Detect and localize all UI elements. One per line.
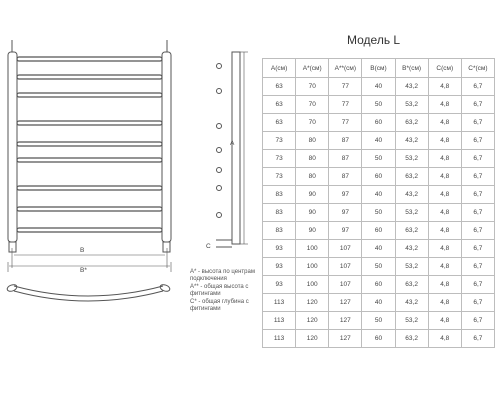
table-cell: 107 xyxy=(329,258,362,276)
right-fitting xyxy=(163,242,170,252)
rungs xyxy=(17,57,162,232)
spec-table xyxy=(262,58,495,348)
table-cell: 40 xyxy=(362,132,395,150)
table-cell: 43,2 xyxy=(395,186,428,204)
table-cell: 127 xyxy=(329,330,362,348)
header-cell: A*(см) xyxy=(296,59,329,78)
table-cell: 73 xyxy=(263,168,296,186)
table-cell: 113 xyxy=(263,294,296,312)
table-cell: 6,7 xyxy=(461,114,494,132)
note-a-star-star: А** - общая высота с фитингами xyxy=(190,284,249,297)
table-cell: 63 xyxy=(263,96,296,114)
table-cell: 50 xyxy=(362,204,395,222)
dimension-b-star-label: B* xyxy=(80,267,87,274)
left-fitting xyxy=(9,242,16,252)
table-cell: 120 xyxy=(296,312,329,330)
side-view xyxy=(216,52,248,247)
table-cell: 80 xyxy=(296,150,329,168)
table-cell: 60 xyxy=(362,222,395,240)
table-cell: 70 xyxy=(296,78,329,96)
table-cell: 6,7 xyxy=(461,240,494,258)
table-cell: 4,8 xyxy=(428,114,461,132)
table-cell: 97 xyxy=(329,222,362,240)
table-cell: 60 xyxy=(362,330,395,348)
table-cell: 6,7 xyxy=(461,96,494,114)
table-row xyxy=(263,114,495,132)
table-row xyxy=(263,312,495,330)
header-cell: C(см) xyxy=(428,59,461,78)
header-cell: A(см) xyxy=(263,59,296,78)
table-row xyxy=(263,132,495,150)
table-cell: 6,7 xyxy=(461,204,494,222)
table-cell: 93 xyxy=(263,240,296,258)
table-cell: 70 xyxy=(296,96,329,114)
table-row xyxy=(263,276,495,294)
table-cell: 4,8 xyxy=(428,294,461,312)
table-cell: 4,8 xyxy=(428,330,461,348)
table-cell: 4,8 xyxy=(428,258,461,276)
table-row xyxy=(263,222,495,240)
table-cell: 4,8 xyxy=(428,222,461,240)
table-cell: 60 xyxy=(362,168,395,186)
table-cell: 50 xyxy=(362,96,395,114)
front-view xyxy=(8,40,171,272)
table-cell: 87 xyxy=(329,168,362,186)
table-cell: 83 xyxy=(263,222,296,240)
table-row xyxy=(263,258,495,276)
table-cell: 40 xyxy=(362,186,395,204)
table-row xyxy=(263,168,495,186)
table-cell: 53,2 xyxy=(395,312,428,330)
table-cell: 63 xyxy=(263,114,296,132)
table-cell: 6,7 xyxy=(461,258,494,276)
table-cell: 107 xyxy=(329,240,362,258)
table-cell: 120 xyxy=(296,330,329,348)
table-cell: 50 xyxy=(362,258,395,276)
table-cell: 63 xyxy=(263,78,296,96)
header-cell: B(см) xyxy=(362,59,395,78)
table-row xyxy=(263,240,495,258)
table-row xyxy=(263,294,495,312)
table-cell: 127 xyxy=(329,312,362,330)
spec-table-body xyxy=(263,78,495,348)
dimension-a-label: A xyxy=(230,140,235,147)
table-cell: 53,2 xyxy=(395,258,428,276)
table-row xyxy=(263,96,495,114)
table-cell: 60 xyxy=(362,114,395,132)
table-cell: 87 xyxy=(329,132,362,150)
table-cell: 4,8 xyxy=(428,78,461,96)
table-cell: 43,2 xyxy=(395,240,428,258)
dimension-b xyxy=(8,248,171,272)
model-title: Модель L xyxy=(347,33,401,47)
table-cell: 50 xyxy=(362,312,395,330)
table-cell: 60 xyxy=(362,276,395,294)
table-cell: 6,7 xyxy=(461,312,494,330)
table-cell: 73 xyxy=(263,132,296,150)
table-cell: 4,8 xyxy=(428,276,461,294)
right-post xyxy=(162,52,171,242)
table-cell: 43,2 xyxy=(395,132,428,150)
table-row xyxy=(263,186,495,204)
table-cell: 80 xyxy=(296,132,329,150)
table-cell: 80 xyxy=(296,168,329,186)
table-cell: 63,2 xyxy=(395,168,428,186)
table-cell: 97 xyxy=(329,186,362,204)
dimension-b-label: B xyxy=(80,247,85,254)
table-cell: 4,8 xyxy=(428,150,461,168)
table-cell: 107 xyxy=(329,276,362,294)
table-cell: 77 xyxy=(329,78,362,96)
spec-table-header-row xyxy=(263,59,495,78)
table-cell: 6,7 xyxy=(461,276,494,294)
table-cell: 6,7 xyxy=(461,186,494,204)
table-cell: 43,2 xyxy=(395,294,428,312)
header-cell: A**(см) xyxy=(329,59,362,78)
table-cell: 83 xyxy=(263,204,296,222)
table-cell: 43,2 xyxy=(395,78,428,96)
table-cell: 50 xyxy=(362,150,395,168)
table-cell: 93 xyxy=(263,276,296,294)
table-cell: 4,8 xyxy=(428,168,461,186)
table-cell: 63,2 xyxy=(395,276,428,294)
table-cell: 113 xyxy=(263,312,296,330)
table-cell: 70 xyxy=(296,114,329,132)
table-cell: 4,8 xyxy=(428,96,461,114)
table-cell: 73 xyxy=(263,150,296,168)
table-cell: 4,8 xyxy=(428,240,461,258)
table-cell: 40 xyxy=(362,78,395,96)
note-c-star: С* - общая глубина с фитингами xyxy=(190,299,249,312)
table-cell: 4,8 xyxy=(428,132,461,150)
table-row xyxy=(263,150,495,168)
table-row xyxy=(263,330,495,348)
table-cell: 90 xyxy=(296,222,329,240)
table-cell: 40 xyxy=(362,294,395,312)
table-cell: 100 xyxy=(296,240,329,258)
header-cell: B*(см) xyxy=(395,59,428,78)
table-cell: 6,7 xyxy=(461,78,494,96)
dimension-a xyxy=(240,52,248,244)
table-cell: 63,2 xyxy=(395,222,428,240)
table-cell: 97 xyxy=(329,204,362,222)
table-cell: 87 xyxy=(329,150,362,168)
table-cell: 90 xyxy=(296,204,329,222)
table-cell: 83 xyxy=(263,186,296,204)
table-cell: 100 xyxy=(296,258,329,276)
table-cell: 77 xyxy=(329,96,362,114)
note-a-star: А* - высота по центрам подключения xyxy=(190,269,255,282)
table-cell: 53,2 xyxy=(395,96,428,114)
table-cell: 120 xyxy=(296,294,329,312)
table-cell: 6,7 xyxy=(461,168,494,186)
table-cell: 6,7 xyxy=(461,294,494,312)
dimension-c-label: C xyxy=(206,243,211,250)
table-cell: 4,8 xyxy=(428,312,461,330)
table-cell: 6,7 xyxy=(461,150,494,168)
table-cell: 90 xyxy=(296,186,329,204)
table-cell: 93 xyxy=(263,258,296,276)
table-cell: 6,7 xyxy=(461,222,494,240)
table-cell: 127 xyxy=(329,294,362,312)
header-cell: C*(см) xyxy=(461,59,494,78)
table-cell: 6,7 xyxy=(461,330,494,348)
table-cell: 4,8 xyxy=(428,186,461,204)
top-view xyxy=(6,283,170,301)
table-cell: 53,2 xyxy=(395,150,428,168)
side-post xyxy=(232,52,240,244)
table-cell: 40 xyxy=(362,240,395,258)
table-cell: 113 xyxy=(263,330,296,348)
table-cell: 77 xyxy=(329,114,362,132)
table-cell: 63,2 xyxy=(395,114,428,132)
table-cell: 4,8 xyxy=(428,204,461,222)
table-row xyxy=(263,78,495,96)
table-row xyxy=(263,204,495,222)
table-cell: 63,2 xyxy=(395,330,428,348)
table-cell: 100 xyxy=(296,276,329,294)
left-post xyxy=(8,52,17,242)
table-cell: 53,2 xyxy=(395,204,428,222)
table-cell: 6,7 xyxy=(461,132,494,150)
